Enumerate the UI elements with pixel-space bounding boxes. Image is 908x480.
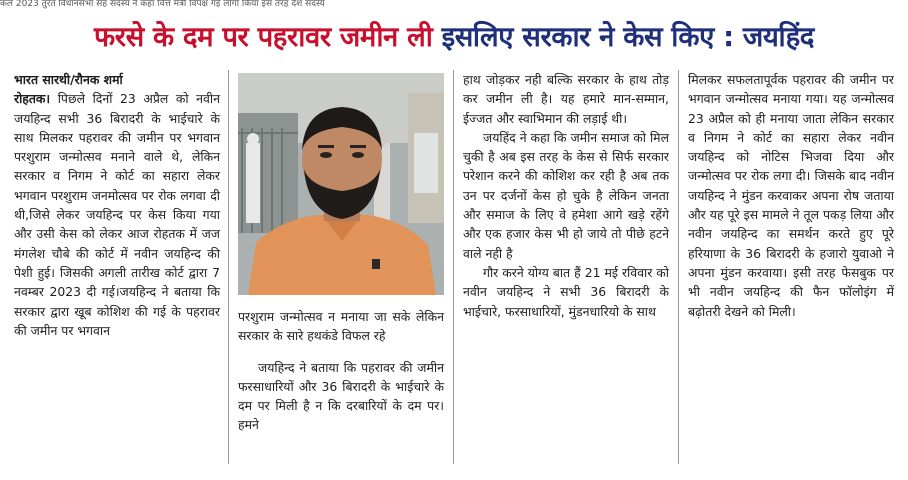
top-strip-text: कल 2023 तुरत विधानसभा सह सदस्य ने कहा वित्त मंत्री विपक्ष गई लोगों किया इस तरह देश सदस्य (0, 0, 325, 9)
article-column-1 (14, 70, 220, 340)
column-divider (453, 70, 454, 464)
column-divider (678, 70, 679, 464)
headline-part-blue: इसलिए सरकार ने केस किए : जयहिंद (441, 21, 814, 53)
paragraph: गौर करने योग्य बात हैं 21 मई रविवार को नवीन जयहिन्द ने सभी 36 बिरादरी के भाईचारे, फरसाधारियों, मुंडनधारियो के साथ (463, 264, 669, 319)
paragraph (14, 89, 220, 340)
paragraph: हाथ जोड़कर नही बल्कि सरकार के हाथ तोड़ कर जमीन ली है। यह हमारे मान-सम्मान, ईज्जत और स्वाभिमान की लड़ाई थी। (463, 72, 669, 126)
photo-caption: परशुराम जन्मोत्सव न मनाया जा सके लेकिन सरकार के सारे हथकंडे विफल रहे (238, 309, 444, 344)
paragraph-text: पिछले दिनों 23 अप्रैल को नवीन जयहिन्द सभी 36 बिरादरी के भाईचारे के साथ मिलकर पहरावर की जमीन पर भगवान परशुराम जन्मोत्सव मनाने वाले थे, लेकिन सरकार व निगम ने कोर्ट का सहारा लेकर भगवान परशुराम जनमोत्सव पर रोक लगवा दी थी,जिसे लेकर जयहिन्द पर केस किया गया और उसी केस को लेकर आज रोहतक में जज मंगलेश चौबे की कोर्ट में नवीन जयहिन्द की पेशी हुई। जिसकी अगली तारीख कोर्ट द्वारा 7 नवम्बर 2023 दी गई।जयहिन्द ने बताया कि सरकार द्वारा खूब कोशिश की गई के पहरावर की जमीन पर भगवान (14, 91, 220, 338)
headline (0, 11, 908, 63)
dateline: रोहतक। (14, 91, 51, 107)
news-photo (238, 73, 444, 295)
article-column-4 (688, 70, 894, 321)
paragraph: जयहिंद ने कहा कि जमीन समाज को मिल चुकी है अब इस तरह के केस से सिर्फ सरकार परेशान करने की कोशिश कर रही है अब तक उन पर दर्जनों केस हो चुके है लेकिन जनता और समाज के लिए वे हमेशा आगे खड़े रहेंगे और एक हजार केस भी हो जाये तो पीछे हटने वाले नही है (463, 129, 669, 261)
paragraph: जयहिन्द ने बताया कि पहरावर की जमीन फरसाधारियों और 36 बिरादरी के भाईचारे के दम पर मिली है न कि दरबारियों के दम पर। हमने (238, 359, 444, 433)
column-divider (228, 70, 229, 464)
paragraph: मिलकर सफलतापूर्वक पहरावर की जमीन पर भगवान जन्मोत्सव मनाया गया। यह जन्मोत्सव 23 अप्रैल को ही मनाया जाता लेकिन सरकार व निगम ने कोर्ट का सहारा लेकर नवीन जयहिन्द को नोटिस भिजवा दिया और जन्मोत्सव पर रोक लगा दी। जिसके बाद नवीन जयहिन्द ने मुंडन करवाकर अपना रोष जताया और यह पूरे इस मामले ने तूल पकड़ लिया और नवीन जयहिन्द का समर्थन करते हुए पूरे हरियाणा के 36 बिरादरी के हजारो युवाओ ने अपना मुंडन करवाया। इसी तरह फेसबुक पर भी नवीन जयहिन्द की फैन फॉलोइंग में बढ़ोतरी देखने को मिली। (688, 72, 894, 319)
headline-part-red: फरसे के दम पर पहरावर जमीन ली (94, 21, 433, 53)
article-column-3 (463, 70, 669, 321)
article-column-2 (238, 307, 444, 435)
byline: भारत सारथी/रौनक शर्मा (14, 72, 123, 87)
